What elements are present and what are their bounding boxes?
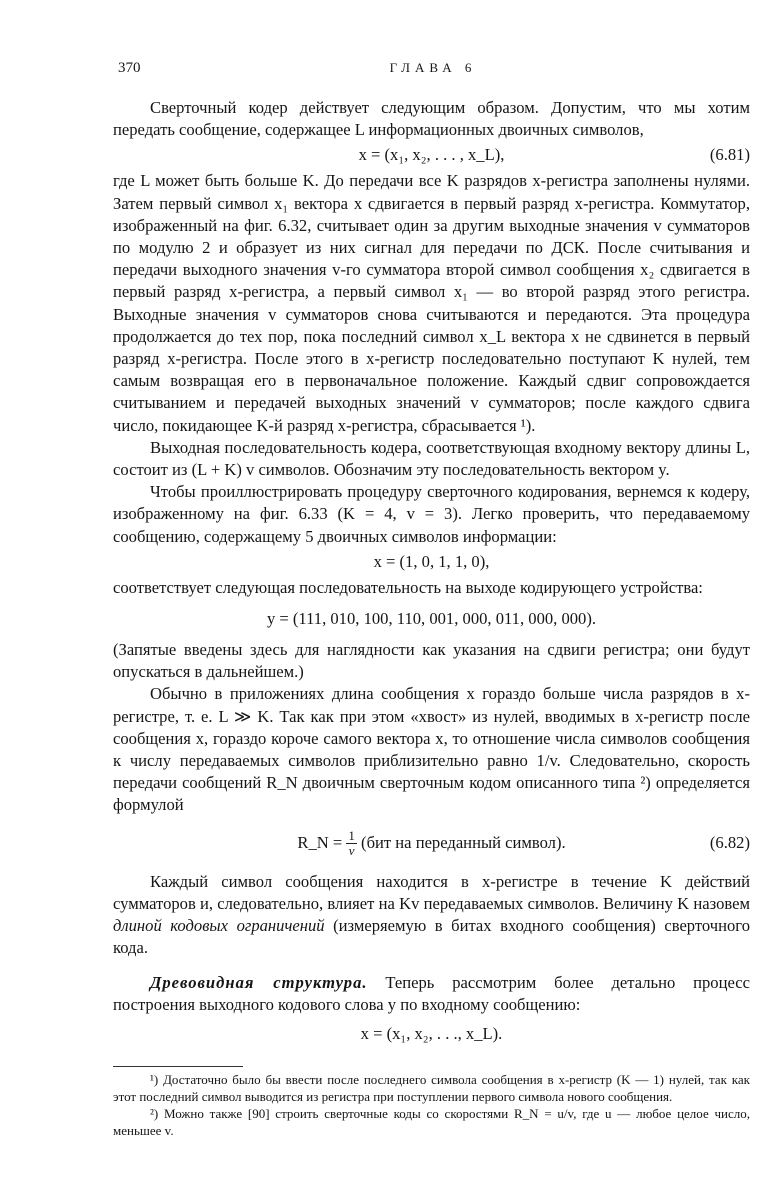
equation-lhs: R_N =: [297, 832, 343, 852]
paragraph-text: Каждый символ сообщения находится в x-регистре в течение K действий сумматоров и, следовательно, влияет на Kv передаваемых символов. Величину K назовем: [113, 871, 750, 913]
chapter-title: ГЛАВА 6: [389, 60, 477, 75]
paragraph: (Запятые введены здесь для наглядности как указания на сдвиги регистра; они будут опускаться в дальнейшем.): [113, 640, 750, 682]
footnote-divider: [113, 1066, 243, 1067]
page-header: [118, 60, 748, 82]
equation-6-82: [113, 823, 750, 863]
page-number: 370: [118, 60, 141, 76]
footnote-1: ¹) Достаточно было бы ввести после последнего символа сообщения в x-регистр (K — 1) нулей, так как этот последний символ выводится из регистра при поступлении первого символа нового сообщения.: [113, 1071, 750, 1104]
equation-message: [113, 550, 750, 574]
fraction-numerator: 1: [348, 828, 355, 844]
paragraph: где L может быть больше K. До передачи все K разрядов x-регистра заполнены нулями. Затем первый символ x₁ вектора x сдвигается в первый разряд x-регистра. Коммутатор, изображенный на фиг. 6.32, считывает один за другим выходные значения v сумматоров по модулю 2 и образует из них сигнал для передачи по ДСК. После считывания и передачи выходного значения v-го сумматора второй символ сообщения x₂ сдвигается в первый разряд x-регистра, а первый символ x₁ — во второй разряд этого регистра. Выходные значения v сумматоров снова считываются и передаются. Эта процедура продолжается до тех пор, пока последний символ x_L вектора x не сдвинется в первый разряд x-регистра. После этого в x-регистр последовательно поступают K нулей, тем самым возвращая его в первоначальное положение. Каждый сдвиг сопровождается считыванием и передачей выходных значений v сумматоров; после каждого сдвига число, покидающее K-й разряд x-регистра, сбрасывается ¹).: [113, 171, 750, 435]
fraction-denominator: v: [348, 843, 355, 859]
page-body: [113, 97, 750, 1139]
equation-text: x = (1, 0, 1, 1, 0),: [373, 551, 490, 571]
equation-number: (6.81): [709, 145, 750, 165]
equation-output: [113, 607, 750, 631]
equation-text: x = (x₁, x₂, . . . , x_L),: [358, 145, 505, 165]
equation-text: y = (111, 010, 100, 110, 001, 000, 011, 000, 000).: [266, 609, 597, 629]
paragraph-text: Теперь рассмотрим более детально процесс построения выходного кодового слова y по входному сообщению:: [113, 972, 750, 1014]
section-title: Древовидная структура.: [150, 972, 368, 992]
equation-6-81: [113, 143, 750, 167]
equation-number: (6.82): [709, 832, 750, 852]
paragraph: [113, 972, 750, 1016]
equation-text: x = (x₁, x₂, . . ., x_L).: [360, 1023, 503, 1043]
fraction: [346, 829, 357, 858]
paragraph: [113, 871, 750, 960]
paragraph: Сверточный кодер действует следующим образом. Допустим, что мы хотим передать сообщение, содержащее L информационных двоичных символов,: [113, 98, 750, 140]
equation-input: [113, 1022, 750, 1046]
term-italic: длиной кодовых ограничений: [113, 916, 325, 936]
footnote-2: ²) Можно также [90] строить сверточные коды со скоростями R_N = u/v, где u — любое целое число, меньшее v.: [113, 1105, 750, 1138]
equation-rhs: (бит на переданный символ).: [361, 832, 566, 852]
paragraph-text: (измеряемую в битах входного сообщения) сверточного кода.: [113, 916, 750, 958]
paragraph: соответствует следующая последовательность на выходе кодирующего устройства:: [113, 577, 703, 597]
paragraph: Выходная последовательность кодера, соответствующая входному вектору длины L, состоит из (L + K) v символов. Обозначим эту последовательность вектором y.: [113, 437, 750, 480]
paragraph: Чтобы проиллюстрировать процедуру сверточного кодирования, вернемся к кодеру, изображенному на фиг. 6.33 (K = 4, v = 3). Легко проверить, что передаваемому сообщению, содержащему 5 двоичных символов информации:: [113, 482, 750, 546]
paragraph: Обычно в приложениях длина сообщения x гораздо больше числа разрядов в x-регистре, т. е. L ≫ K. Так как при этом «хвост» из нулей, вводимых в x-регистр после сообщения x, гораздо короче самого вектора x, то отношение числа символов сообщения к числу передаваемых символов приблизительно равно 1/v. Следовательно, скорость передачи сообщений R_N двоичным сверточным кодом описанного типа ²) определяется формулой: [113, 684, 750, 815]
